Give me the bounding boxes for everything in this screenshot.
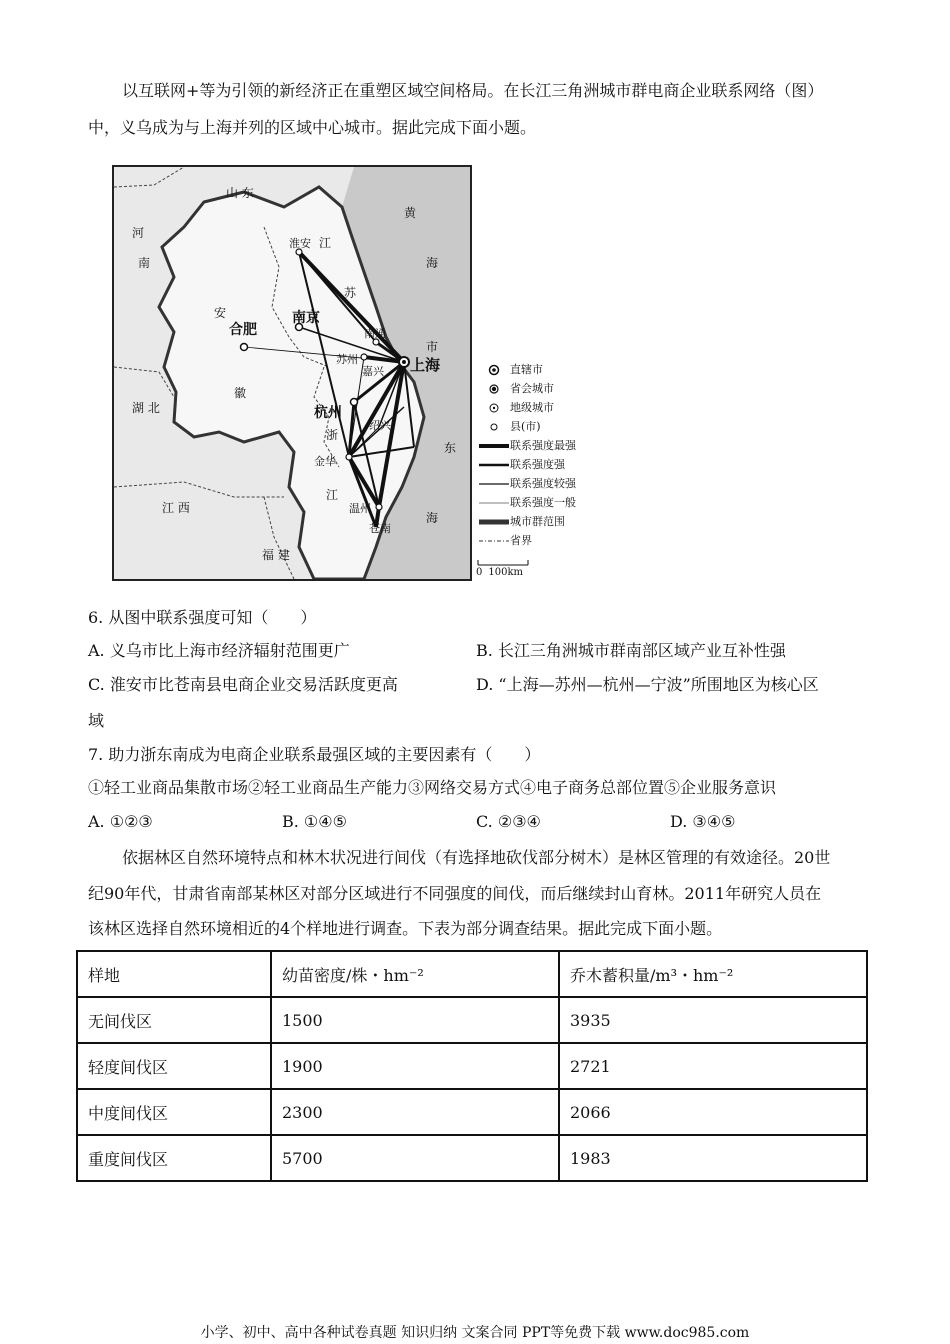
legend-item: [478, 379, 608, 398]
intro-line-2: 中，义乌成为与上海并列的区域中心城市。据此完成下面小题。: [88, 118, 537, 137]
label-jiangsu-1: 江: [319, 236, 332, 250]
legend-label: 县(市): [510, 420, 541, 433]
label-jiaxing: 嘉兴: [362, 365, 384, 378]
legend-label: 城市群范围: [510, 515, 565, 528]
legend-label: 直辖市: [510, 363, 543, 376]
province-boundary-icon: [478, 537, 510, 545]
label-nanjing: 南京: [292, 310, 320, 326]
legend-label: 地级城市: [510, 401, 554, 414]
passage2-line-2: 纪90年代，甘肃省南部某林区对部分区域进行不同强度的间伐，而后继续封山育林。2011年研究人员在: [88, 884, 822, 903]
table-row: [77, 997, 867, 1043]
legend-item: [478, 493, 608, 512]
table-cell: 中度间伐区: [77, 1089, 271, 1135]
passage2-line-1: 依据林区自然环境特点和林木状况进行间伐（有选择地砍伐部分树木）是林区管理的有效途径。20世: [122, 848, 831, 867]
province-boundary-line: [114, 167, 184, 187]
label-huanghai-1: 黄: [404, 206, 417, 220]
suzhou-marker-icon: [361, 354, 367, 360]
label-jinhua: 金华: [314, 455, 336, 468]
q7-items: ①轻工业商品集散市场②轻工业商品生产能力③网络交易方式④电子商务总部位置⑤企业服务意识: [88, 778, 777, 797]
label-wenzhou: 温州: [349, 502, 371, 515]
q7-stem: 7. 助力浙东南成为电商企业联系最强区域的主要因素有（ ）: [88, 745, 541, 764]
q7-option-d: D. ③④⑤: [670, 812, 736, 831]
label-donghai-2: 海: [426, 511, 439, 525]
label-fujian: 福 建: [262, 548, 290, 562]
table-header-cell: 幼苗密度/株・hm⁻²: [271, 951, 559, 997]
table-row: [77, 1135, 867, 1181]
table-cell: 5700: [271, 1135, 559, 1181]
label-huanghai-2: 海: [426, 256, 439, 270]
label-zhejiang-2: 江: [326, 488, 339, 502]
label-shaoxing: 绍兴: [369, 419, 391, 432]
page-footer[interactable]: 小学、初中、高中各种试卷真题 知识归纳 文案合同 PPT等免费下载 www.doc985.com: [200, 1325, 750, 1341]
line-general-icon: [478, 499, 510, 507]
table-cell: 2300: [271, 1089, 559, 1135]
legend-item: [478, 360, 608, 379]
label-shandong: 山 东: [226, 186, 254, 200]
legend-label: 省界: [510, 534, 532, 547]
prefecture-city-icon: [478, 402, 510, 414]
map-legend: [478, 360, 608, 550]
label-anhui-2: 徽: [234, 386, 247, 400]
table-cell: 无间伐区: [77, 997, 271, 1043]
label-jiangsu-2: 苏: [344, 286, 357, 300]
province-boundary-line: [114, 482, 284, 497]
line-stronger-icon: [478, 480, 510, 488]
legend-item: [478, 436, 608, 455]
legend-label: 联系强度一般: [510, 496, 576, 509]
table-cell: 2066: [559, 1089, 867, 1135]
legend-item: [478, 474, 608, 493]
jinhua-marker-icon: [346, 454, 352, 460]
legend-label: 联系强度最强: [510, 439, 576, 452]
region-boundary-icon: [478, 518, 510, 526]
q7-option-b: B. ①④⑤: [282, 812, 347, 831]
label-henan-1: 河: [132, 226, 145, 240]
legend-label: 省会城市: [510, 382, 554, 395]
legend-item: [478, 398, 608, 417]
table-header-cell: 乔木蓄积量/m³・hm⁻²: [559, 951, 867, 997]
table-header-cell: 样地: [77, 951, 271, 997]
label-nantong: 南通: [364, 327, 386, 340]
provincial-capital-icon: [478, 383, 510, 395]
wenzhou-marker-icon: [376, 504, 382, 510]
q6-stem: 6. 从图中联系强度可知（ ）: [88, 608, 317, 627]
county-icon: [478, 421, 510, 433]
q6-option-d: D. “上海—苏州—杭州—宁波”所围地区为核心区: [476, 675, 819, 694]
table-row: [77, 1043, 867, 1089]
q7-option-a: A. ①②③: [88, 812, 153, 831]
scale-bar: [476, 558, 536, 578]
table-cell: 1983: [559, 1135, 867, 1181]
province-boundary-line: [264, 497, 294, 579]
table-cell: 2721: [559, 1043, 867, 1089]
label-jiangxi: 江 西: [162, 501, 190, 515]
legend-item: [478, 531, 608, 550]
hangzhou-marker-icon: [351, 399, 358, 406]
legend-item: [478, 417, 608, 436]
table-cell: 重度间伐区: [77, 1135, 271, 1181]
label-donghai-1: 东: [444, 441, 457, 455]
legend-item: [478, 455, 608, 474]
label-shanghai-shi: 市: [426, 340, 439, 354]
label-cangnan: 苍南: [369, 522, 391, 535]
intro-line-1: 以互联网+等为引领的新经济正在重塑区域空间格局。在长江三角洲城市群电商企业联系网络（图）: [122, 81, 824, 100]
table-cell: 轻度间伐区: [77, 1043, 271, 1089]
label-shanghai: 上海: [410, 356, 441, 374]
q6-option-c: C. 淮安市比苍南县电商企业交易活跃度更高: [88, 675, 398, 694]
direct-city-icon: [478, 364, 510, 376]
forest-survey-table: [76, 950, 868, 1182]
passage2-line-3: 该林区选择自然环境相近的4个样地进行调查。下表为部分调查结果。据此完成下面小题。: [88, 919, 723, 938]
map-graphic: [114, 167, 470, 579]
scale-distance: 100km: [488, 567, 524, 578]
q6-option-b: B. 长江三角洲城市群南部区域产业互补性强: [476, 641, 786, 660]
label-hubei: 湖 北: [132, 401, 160, 415]
legend-label: 联系强度较强: [510, 477, 576, 490]
label-suzhou: 苏州: [336, 353, 358, 366]
yangtze-delta-network-map: [112, 165, 472, 581]
table-cell: 3935: [559, 997, 867, 1043]
label-anhui-1: 安: [214, 306, 227, 320]
q6-option-d-continued: 域: [88, 711, 105, 730]
line-strong-icon: [478, 461, 510, 469]
label-hefei: 合肥: [229, 322, 257, 338]
q6-option-a: A. 义乌市比上海市经济辐射范围更广: [88, 641, 350, 660]
label-henan-2: 南: [138, 256, 151, 270]
label-zhejiang-1: 浙: [326, 428, 339, 442]
q7-option-c: C. ②③④: [476, 812, 541, 831]
scale-bar-graphic: [476, 560, 536, 566]
legend-label: 联系强度强: [510, 458, 565, 471]
scale-zero: 0: [476, 567, 483, 578]
label-hangzhou: 杭州: [314, 405, 342, 421]
legend-item: [478, 512, 608, 531]
table-cell: 1500: [271, 997, 559, 1043]
line-strongest-icon: [478, 442, 510, 450]
hefei-marker-icon: [241, 344, 248, 351]
label-huaian: 淮安: [289, 237, 311, 250]
table-header-row: [77, 951, 867, 997]
table-cell: 1900: [271, 1043, 559, 1089]
table-row: [77, 1089, 867, 1135]
